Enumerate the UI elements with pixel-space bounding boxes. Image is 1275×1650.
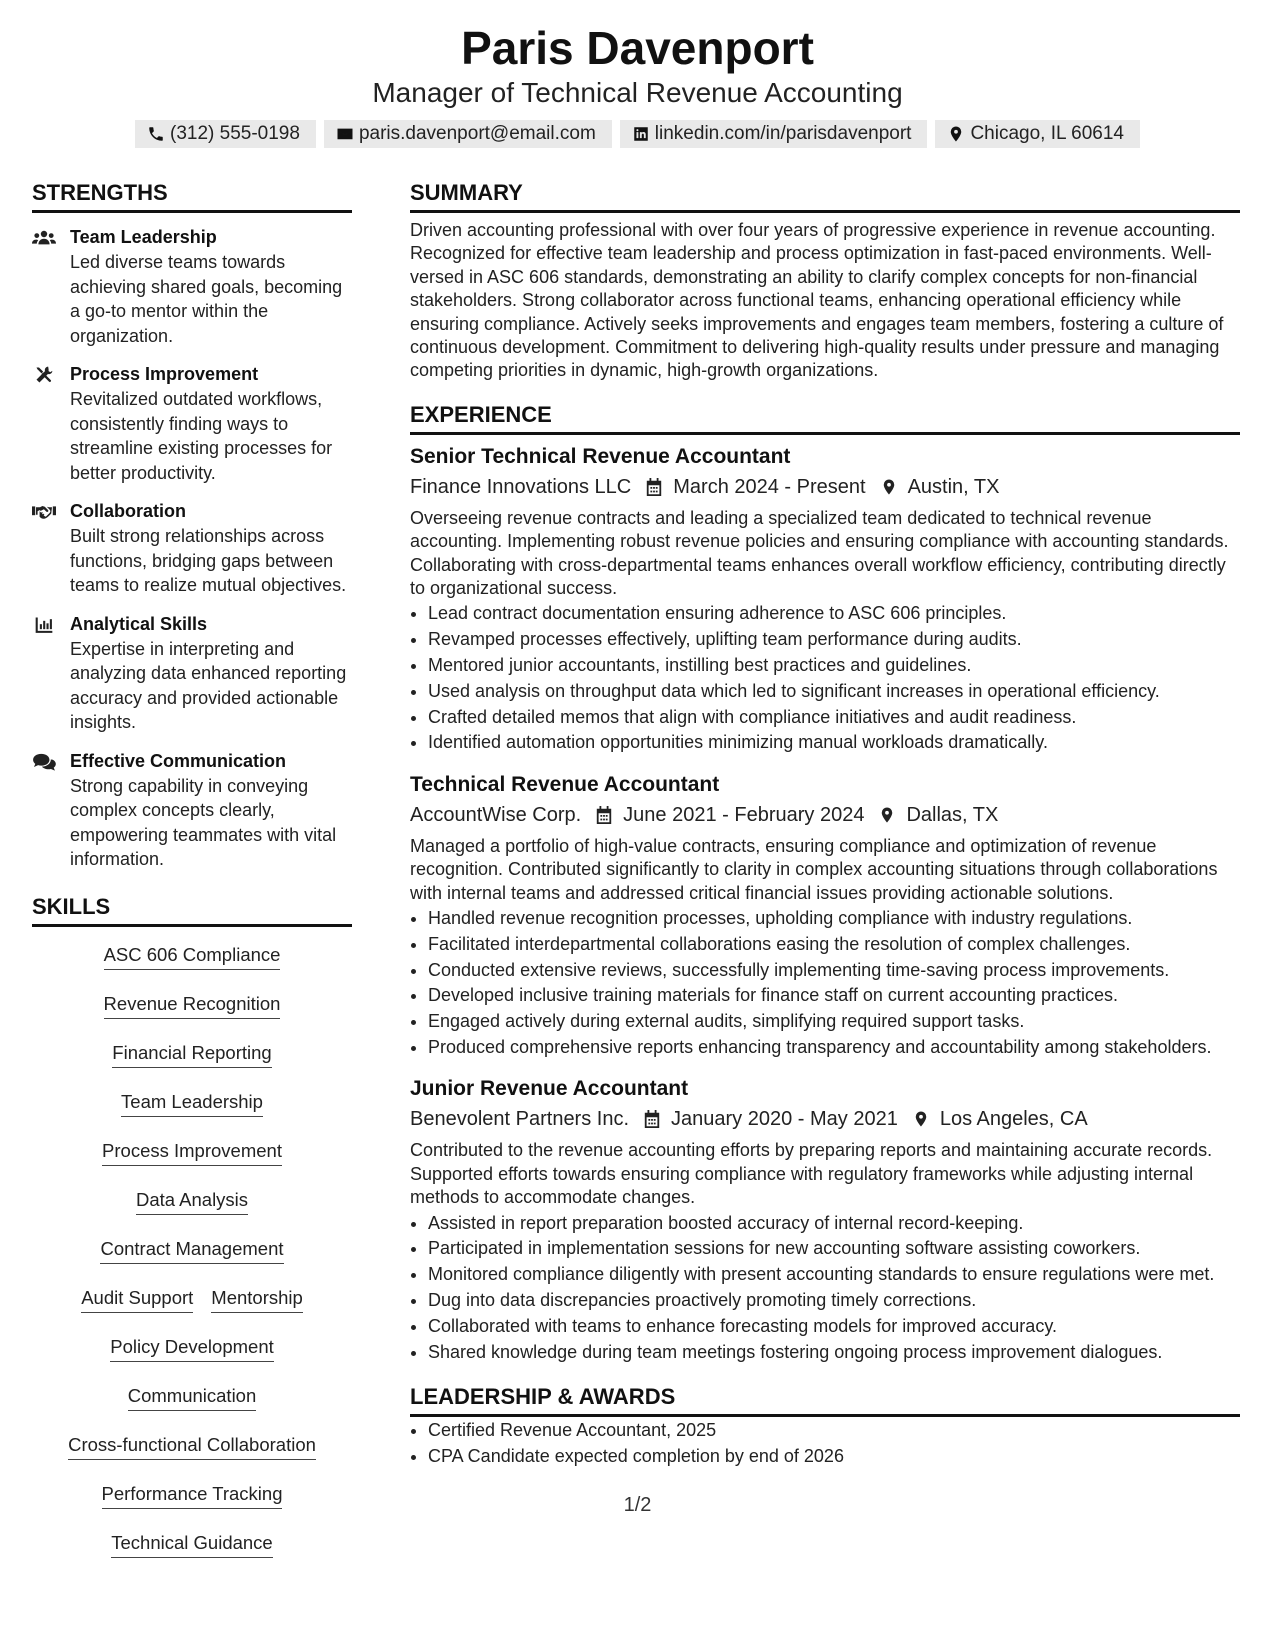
summary-heading: SUMMARY [410, 178, 1240, 213]
job-description: Contributed to the revenue accounting efforts by preparing reports and maintaining accurate records. Supported efforts towards ensuring compliance with regulatory frameworks while adjusting internal methods to accommodate changes. [410, 1140, 1213, 1208]
map-pin-icon [878, 805, 896, 825]
job-bullet: • Facilitated interdepartmental collaborations easing the resolution of complex challenges. [428, 933, 1240, 956]
job-bullet: • Developed inclusive training materials for finance staff on current accounting practices. [428, 984, 1240, 1007]
handshake-icon [32, 502, 56, 522]
job-dates: January 2020 - May 2021 [671, 1108, 898, 1131]
awards-section [410, 1382, 1240, 1468]
skill-tag: Audit Support [81, 1286, 193, 1313]
experience-heading: EXPERIENCE [410, 400, 1240, 435]
candidate-title: Manager of Technical Revenue Accounting [372, 77, 903, 108]
users-icon [32, 228, 56, 248]
job-bullet: • Handled revenue recognition processes, upholding compliance with industry regulations. [428, 907, 1240, 930]
linkedin-icon [632, 125, 650, 143]
job-bullet: • Crafted detailed memos that align with compliance initiatives and audit readiness. [428, 706, 1240, 729]
strength-item [32, 362, 352, 485]
job-bullet: • Identified automation opportunities minimizing manual workloads dramatically. [428, 731, 1240, 754]
skill-tag: Mentorship [211, 1286, 303, 1313]
calendar-icon [643, 1109, 661, 1129]
skill-tag: Data Analysis [136, 1188, 248, 1215]
job-bullets [410, 602, 1240, 754]
location-text: Chicago, IL 60614 [970, 123, 1124, 144]
job-bullet: • Dug into data discrepancies proactively promoting timely corrections. [428, 1289, 1240, 1312]
skill-tag: Team Leadership [121, 1090, 263, 1117]
job-meta [410, 801, 1240, 829]
calendar-icon [645, 477, 663, 497]
map-pin-icon [947, 125, 965, 143]
contact-email[interactable] [324, 120, 612, 148]
email-text: paris.davenport@email.com [358, 123, 596, 144]
envelope-icon [336, 125, 354, 143]
summary-text: Driven accounting professional with over four years of progressive experience in revenue accounting. Recognized for effective team leadership and process optimization in fast-paced environments. Well-versed in ASC 606 standards, demonstrating an ability to clarify complex concepts for non-financial stakeholders. Strong collaborator across functional teams, enhancing operational efficiency while ensuring compliance. Actively seeks improvements and engages team members, fostering a culture of continuous development. Commitment to delivering high-quality results under pressure and managing competing priorities in dynamic, high-growth organizations. [410, 220, 1224, 381]
resume-body [32, 178, 1243, 1558]
awards-heading: LEADERSHIP & AWARDS [410, 1382, 1240, 1417]
job-entry [410, 771, 1240, 1060]
bar-chart-icon [32, 615, 56, 635]
contact-phone[interactable] [135, 120, 316, 148]
skill-tag: Technical Guidance [111, 1531, 272, 1558]
strength-item [32, 749, 352, 872]
job-bullet: • Collaborated with teams to enhance forecasting models for improved accuracy. [428, 1315, 1240, 1338]
skill-tag: Communication [128, 1384, 257, 1411]
job-bullets [410, 1212, 1240, 1364]
contact-linkedin[interactable] [620, 120, 928, 148]
strengths-list [32, 225, 352, 872]
right-column [410, 178, 1240, 1558]
phone-icon [147, 125, 165, 143]
job-title: Technical Revenue Accountant [410, 772, 720, 796]
left-column [32, 178, 352, 1558]
candidate-name: Paris Davenport [461, 22, 814, 74]
skill-tag: Cross-functional Collaboration [68, 1433, 316, 1460]
job-bullets [410, 907, 1240, 1059]
skill-tag: Revenue Recognition [104, 992, 281, 1019]
job-bullet: • Lead contract documentation ensuring adherence to ASC 606 principles. [428, 602, 1240, 625]
job-bullet: • Monitored compliance diligently with present accounting standards to ensure regulations were met. [428, 1263, 1240, 1286]
job-location: Los Angeles, CA [939, 1108, 1088, 1131]
skill-tag: Contract Management [100, 1237, 283, 1264]
experience-section [410, 400, 1240, 1364]
job-company: Benevolent Partners Inc. [410, 1108, 630, 1131]
job-location: Austin, TX [907, 475, 1000, 498]
comments-icon [32, 752, 56, 772]
resume-header [0, 0, 1275, 148]
calendar-icon [595, 805, 613, 825]
map-pin-icon [880, 477, 898, 497]
strength-description: Revitalized outdated workflows, consistently finding ways to streamline existing processes for better productivity. [70, 389, 333, 483]
job-entry [410, 1075, 1240, 1364]
strength-description: Built strong relationships across functions, bridging gaps between teams to realize mutual objectives. [70, 526, 347, 595]
job-bullet: • Assisted in report preparation boosted accuracy of internal record-keeping. [428, 1212, 1240, 1235]
strength-title: Process Improvement [70, 364, 259, 384]
map-pin-icon [912, 1109, 930, 1129]
strength-description: Expertise in interpreting and analyzing data enhanced reporting accuracy and provided actionable insights. [70, 638, 347, 732]
contact-location [935, 120, 1140, 148]
job-dates: June 2021 - February 2024 [623, 803, 865, 826]
job-title: Junior Revenue Accountant [410, 1077, 689, 1101]
skill-tag: Process Improvement [102, 1139, 282, 1166]
job-bullet: • Produced comprehensive reports enhancing transparency and accountability among stakeholders. [428, 1036, 1240, 1059]
job-dates: March 2024 - Present [673, 475, 866, 498]
skills-list [32, 943, 352, 1558]
skill-tag: Performance Tracking [102, 1482, 283, 1509]
job-bullet: • Conducted extensive reviews, successfully implementing time-saving process improvements. [428, 959, 1240, 982]
award-item: • Certified Revenue Accountant, 2025 [428, 1419, 1240, 1442]
strength-title: Collaboration [70, 501, 186, 521]
job-title: Senior Technical Revenue Accountant [410, 444, 791, 468]
strength-item [32, 499, 352, 598]
page-number: 1/2 [623, 1494, 652, 1516]
strength-title: Effective Communication [70, 750, 287, 771]
job-bullet: • Used analysis on throughput data which led to significant increases in operational efficiency. [428, 680, 1240, 703]
skill-tag: Financial Reporting [112, 1041, 271, 1068]
strength-title: Team Leadership [70, 227, 217, 247]
job-company: AccountWise Corp. [410, 803, 582, 826]
strength-title: Analytical Skills [70, 613, 208, 634]
strength-item [32, 225, 352, 348]
skill-tag: ASC 606 Compliance [104, 943, 281, 970]
job-location: Dallas, TX [906, 803, 999, 826]
job-bullet: • Shared knowledge during team meetings fostering ongoing process improvement dialogues. [428, 1341, 1240, 1364]
job-bullet: • Engaged actively during external audits, simplifying required support tasks. [428, 1010, 1240, 1033]
contact-bar [0, 120, 1275, 148]
job-entry [410, 443, 1240, 755]
phone-text: (312) 555-0198 [170, 123, 300, 144]
job-bullet: • Revamped processes effectively, uplifting team performance during audits. [428, 628, 1240, 651]
job-bullet: • Participated in implementation sessions for new accounting software assisting coworkers. [428, 1237, 1240, 1260]
strength-description: Strong capability in conveying complex concepts clearly, empowering teammates with vital information. [70, 775, 337, 869]
job-meta [410, 473, 1240, 501]
job-description: Managed a portfolio of high-value contracts, ensuring compliance and optimization of revenue recognition. Contributed significantly to clarity in complex accounting situations through collaborations with internal teams and addressed critical financial issues providing actionable solutions. [410, 835, 1218, 903]
job-bullet: • Mentored junior accountants, instilling best practices and guidelines. [428, 654, 1240, 677]
skills-heading: SKILLS [32, 892, 352, 927]
job-company: Finance Innovations LLC [410, 475, 632, 498]
skill-tag: Policy Development [110, 1335, 274, 1362]
strength-description: Led diverse teams towards achieving shared goals, becoming a go-to mentor within the organization. [70, 252, 343, 346]
job-description: Overseeing revenue contracts and leading a specialized team dedicated to technical revenue accounting. Implementing robust revenue policies and ensuring compliance with accounting standards. Collaborating with cross-departmental teams enhances overall workflow efficiency, contributing directly to organizational success. [410, 507, 1229, 599]
tools-icon [32, 365, 56, 385]
strengths-heading: STRENGTHS [32, 178, 352, 213]
awards-list [410, 1419, 1240, 1468]
job-meta [410, 1105, 1240, 1133]
skills-section [32, 892, 352, 1558]
strength-item [32, 612, 352, 735]
linkedin-text: linkedin.com/in/parisdavenport [654, 123, 912, 144]
award-item: • CPA Candidate expected completion by end of 2026 [428, 1445, 1240, 1468]
